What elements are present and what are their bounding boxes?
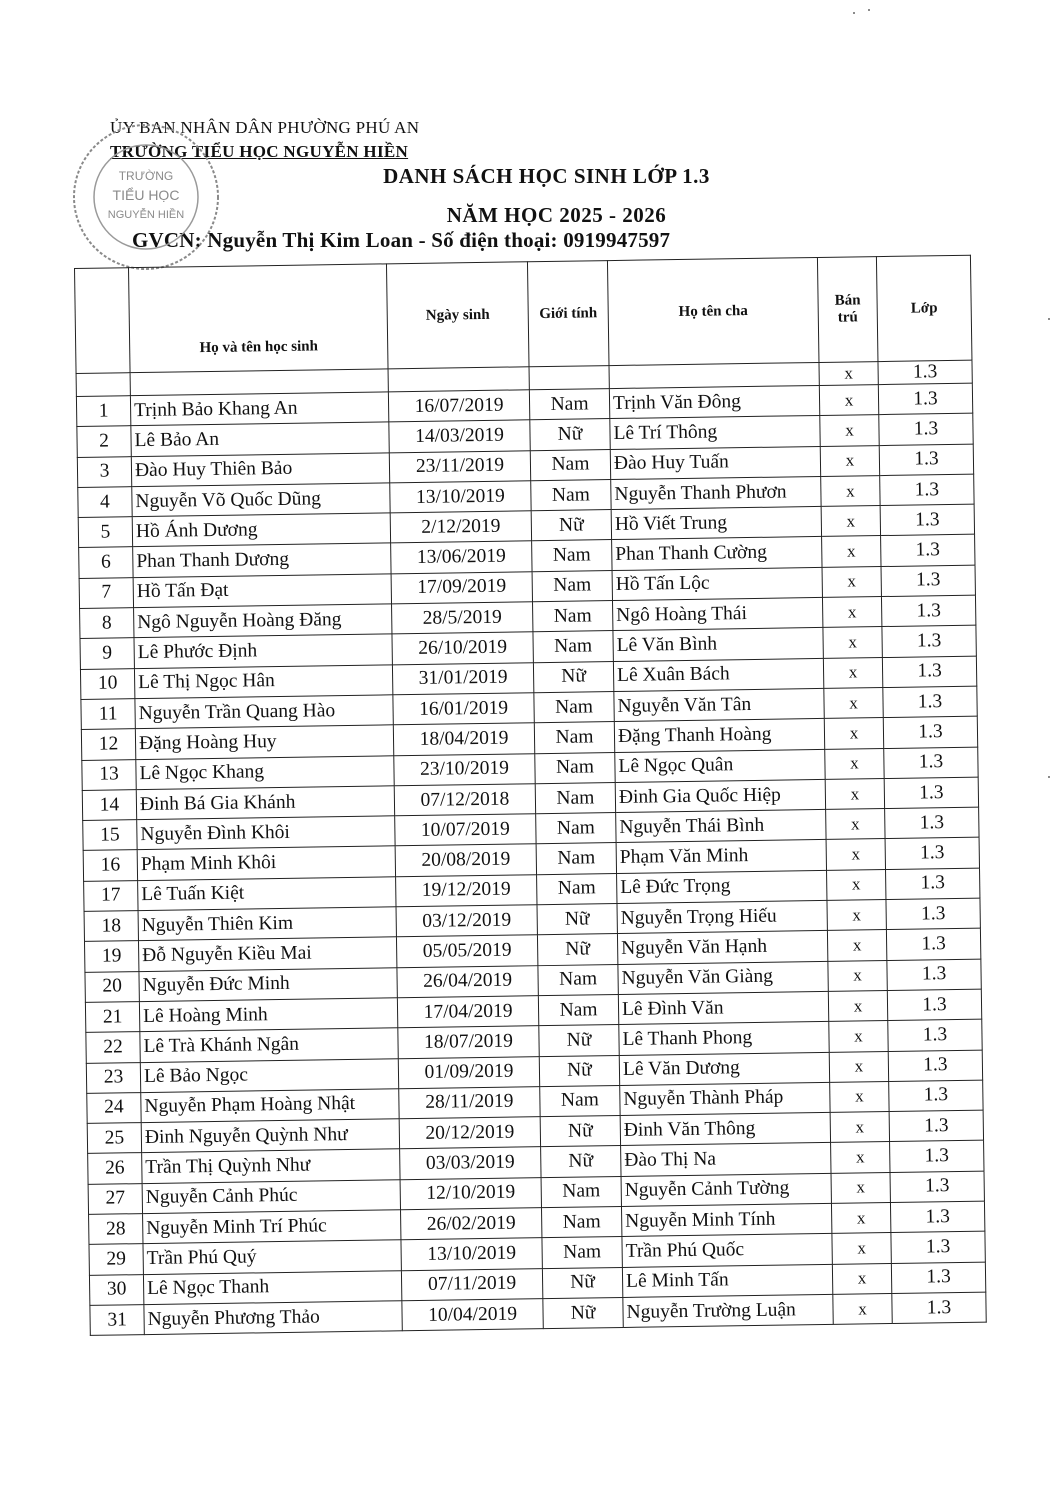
cell-stt: 3 xyxy=(77,456,131,487)
cell-father: Nguyễn Thành Pháp xyxy=(620,1082,830,1115)
header-stt xyxy=(75,268,131,374)
cell-father: Lê Văn Dương xyxy=(619,1052,829,1085)
cell-name: Nguyễn Cảnh Phúc xyxy=(142,1179,400,1213)
cell-class: 1.3 xyxy=(891,1231,985,1263)
cell-gender: Nam xyxy=(531,479,611,510)
cell-name: Nguyễn Đình Khôi xyxy=(137,816,395,850)
cell-class: 1.3 xyxy=(880,504,974,536)
cell-class: 1.3 xyxy=(878,383,972,415)
cell-stt: 23 xyxy=(86,1062,140,1093)
cell-name: Đào Huy Thiên Bảo xyxy=(131,452,389,486)
cell-father: Lê Văn Bình xyxy=(613,628,823,661)
cell-gender: Nam xyxy=(533,601,613,632)
cell-dob: 28/11/2019 xyxy=(399,1087,540,1119)
cell-stt: 21 xyxy=(85,1002,139,1033)
cell-name: Trần Phú Quý xyxy=(143,1240,401,1274)
cell-boarding: x xyxy=(820,415,879,446)
cell-stt: 24 xyxy=(87,1092,141,1123)
cell-boarding: x xyxy=(828,960,887,991)
cell-gender: Nữ xyxy=(541,1146,621,1177)
cell-stt: 15 xyxy=(83,820,137,851)
cell-name: Lê Tuấn Kiệt xyxy=(138,877,396,911)
cell-stt: 6 xyxy=(79,547,133,578)
cell-boarding: x xyxy=(824,718,883,749)
cell-dob: 19/12/2019 xyxy=(396,874,537,906)
cell-stt: 26 xyxy=(88,1153,142,1184)
cell-name: Lê Phước Định xyxy=(134,634,392,668)
header-boarding-line2: trú xyxy=(837,309,858,326)
cell-gender: Nam xyxy=(542,1237,622,1268)
cell-father: Lê Đức Trọng xyxy=(617,870,827,903)
cell-father: Nguyễn Văn Giàng xyxy=(618,961,828,994)
cell-gender: Nam xyxy=(530,449,610,480)
cell-stt: 1 xyxy=(76,396,130,427)
cell-dob: 05/05/2019 xyxy=(396,935,537,967)
cell-gender: Nam xyxy=(541,1206,621,1237)
cell-boarding: x xyxy=(832,1233,891,1264)
cell-class: 1.3 xyxy=(889,1110,983,1142)
cell-dob: 13/10/2019 xyxy=(401,1238,542,1270)
cell-gender: Nam xyxy=(535,782,615,813)
cell-class: 1.3 xyxy=(886,898,980,930)
cell-class: 1.3 xyxy=(881,535,975,567)
lead-dob xyxy=(388,367,529,392)
scan-speck xyxy=(853,12,855,14)
cell-class: 1.3 xyxy=(888,1019,982,1051)
cell-boarding: x xyxy=(831,1172,890,1203)
cell-dob: 07/11/2019 xyxy=(401,1268,542,1300)
cell-gender: Nam xyxy=(532,540,612,571)
table-header-row xyxy=(75,255,972,373)
cell-class: 1.3 xyxy=(879,444,973,476)
cell-name: Đỗ Nguyễn Kiều Mai xyxy=(138,937,396,971)
cell-class: 1.3 xyxy=(881,595,975,627)
cell-gender: Nam xyxy=(534,692,614,723)
cell-class: 1.3 xyxy=(885,838,979,870)
scan-speck xyxy=(1048,318,1050,320)
cell-gender: Nam xyxy=(538,964,618,995)
cell-name: Hồ Tấn Đạt xyxy=(133,574,391,608)
cell-dob: 03/12/2019 xyxy=(396,905,537,937)
cell-stt: 11 xyxy=(81,699,135,730)
cell-name: Lê Ngọc Thanh xyxy=(143,1270,401,1304)
cell-father: Nguyễn Trường Luận xyxy=(623,1294,833,1327)
cell-dob: 17/09/2019 xyxy=(391,572,532,604)
cell-father: Trần Phú Quốc xyxy=(622,1234,832,1267)
cell-father: Nguyễn Thanh Phươn xyxy=(611,476,821,509)
cell-father: Nguyễn Minh Tính xyxy=(621,1203,831,1236)
cell-class: 1.3 xyxy=(883,686,977,718)
cell-boarding: x xyxy=(823,627,882,658)
cell-dob: 26/02/2019 xyxy=(401,1208,542,1240)
cell-name: Phạm Minh Khôi xyxy=(137,846,395,880)
cell-boarding: x xyxy=(821,475,880,506)
school-year: NĂM HỌC 2025 - 2026 xyxy=(446,203,667,227)
cell-name: Trịnh Bảo Khang An xyxy=(130,392,388,426)
cell-stt: 18 xyxy=(84,911,138,942)
cell-dob: 16/07/2019 xyxy=(388,390,529,422)
cell-father: Đinh Gia Quốc Hiệp xyxy=(615,779,825,812)
cell-name: Đinh Bá Gia Khánh xyxy=(136,786,394,820)
cell-gender: Nữ xyxy=(540,1116,620,1147)
cell-dob: 20/12/2019 xyxy=(399,1117,540,1149)
cell-gender: Nam xyxy=(536,843,616,874)
cell-class: 1.3 xyxy=(884,747,978,779)
cell-boarding: x xyxy=(832,1263,891,1294)
cell-stt: 20 xyxy=(85,971,139,1002)
cell-stt: 12 xyxy=(81,729,135,760)
cell-father: Nguyễn Văn Tân xyxy=(614,688,824,721)
cell-stt: 31 xyxy=(90,1304,144,1335)
header-dob: Ngày sinh xyxy=(386,262,529,369)
lead-father xyxy=(609,362,819,388)
cell-class: 1.3 xyxy=(886,928,980,960)
cell-dob: 28/5/2019 xyxy=(392,602,533,634)
cell-boarding: x xyxy=(828,990,887,1021)
cell-boarding: x xyxy=(829,1051,888,1082)
cell-father: Trịnh Văn Đông xyxy=(609,385,819,418)
cell-stt: 8 xyxy=(80,608,134,639)
cell-gender: Nam xyxy=(540,1085,620,1116)
cell-gender: Nữ xyxy=(543,1297,623,1328)
cell-stt: 4 xyxy=(78,487,132,518)
cell-gender: Nữ xyxy=(531,510,611,541)
cell-class: 1.3 xyxy=(885,807,979,839)
cell-gender: Nam xyxy=(535,752,615,783)
cell-stt: 14 xyxy=(82,789,136,820)
seal-text-line2: TIỂU HỌC xyxy=(112,187,180,203)
cell-father: Nguyễn Cảnh Tường xyxy=(621,1173,831,1206)
cell-dob: 12/10/2019 xyxy=(400,1177,541,1209)
cell-boarding: x xyxy=(827,900,886,931)
cell-boarding: x xyxy=(826,839,885,870)
cell-class: 1.3 xyxy=(883,716,977,748)
cell-class: 1.3 xyxy=(888,1050,982,1082)
cell-gender: Nữ xyxy=(537,934,617,965)
cell-class: 1.3 xyxy=(889,1080,983,1112)
cell-boarding: x xyxy=(819,385,878,416)
cell-boarding: x xyxy=(824,688,883,719)
cell-dob: 13/10/2019 xyxy=(390,481,531,513)
cell-boarding: x xyxy=(827,869,886,900)
cell-name: Lê Hoàng Minh xyxy=(139,998,397,1032)
cell-boarding: x xyxy=(822,597,881,628)
lead-boarding: x xyxy=(819,362,878,386)
cell-boarding: x xyxy=(823,657,882,688)
cell-father: Đặng Thanh Hoàng xyxy=(614,719,824,752)
cell-name: Lê Thị Ngọc Hân xyxy=(134,664,392,698)
cell-name: Đinh Nguyễn Quỳnh Như xyxy=(141,1119,399,1153)
cell-stt: 22 xyxy=(86,1032,140,1063)
lead-class: 1.3 xyxy=(878,360,972,384)
cell-class: 1.3 xyxy=(882,626,976,658)
cell-gender: Nam xyxy=(538,994,618,1025)
cell-father: Nguyễn Văn Hạnh xyxy=(617,931,827,964)
cell-stt: 29 xyxy=(89,1244,143,1275)
cell-class: 1.3 xyxy=(892,1292,986,1324)
cell-dob: 01/09/2019 xyxy=(398,1056,539,1088)
cell-father: Lê Trí Thông xyxy=(610,416,820,449)
cell-stt: 28 xyxy=(89,1214,143,1245)
cell-dob: 26/10/2019 xyxy=(392,632,533,664)
cell-boarding: x xyxy=(820,445,879,476)
cell-name: Đặng Hoàng Huy xyxy=(135,725,393,759)
cell-father: Lê Minh Tấn xyxy=(622,1264,832,1297)
scan-speck xyxy=(1048,776,1050,778)
cell-name: Nguyễn Trần Quang Hào xyxy=(135,695,393,729)
cell-name: Nguyễn Phạm Hoàng Nhật xyxy=(141,1089,399,1123)
cell-stt: 17 xyxy=(84,880,138,911)
cell-name: Lê Bảo Ngọc xyxy=(140,1058,398,1092)
cell-dob: 07/12/2018 xyxy=(394,784,535,816)
lead-stt xyxy=(76,373,130,397)
cell-father: Lê Ngọc Quân xyxy=(615,749,825,782)
cell-name: Lê Trà Khánh Ngân xyxy=(140,1028,398,1062)
cell-dob: 18/04/2019 xyxy=(393,723,534,755)
header-boarding xyxy=(817,257,878,363)
cell-dob: 20/08/2019 xyxy=(395,844,536,876)
cell-stt: 19 xyxy=(84,941,138,972)
cell-stt: 10 xyxy=(80,668,134,699)
cell-boarding: x xyxy=(825,778,884,809)
cell-boarding: x xyxy=(830,1112,889,1143)
cell-boarding: x xyxy=(821,506,880,537)
cell-boarding: x xyxy=(822,566,881,597)
cell-name: Nguyễn Đức Minh xyxy=(139,967,397,1001)
cell-gender: Nam xyxy=(529,389,609,420)
cell-father: Nguyễn Trọng Hiếu xyxy=(617,900,827,933)
cell-father: Lê Xuân Bách xyxy=(613,658,823,691)
cell-class: 1.3 xyxy=(880,474,974,506)
cell-class: 1.3 xyxy=(890,1141,984,1173)
cell-boarding: x xyxy=(831,1203,890,1234)
cell-father: Đào Thị Na xyxy=(621,1143,831,1176)
cell-father: Nguyễn Thái Bình xyxy=(616,810,826,843)
cell-stt: 13 xyxy=(82,759,136,790)
cell-dob: 18/07/2019 xyxy=(398,1026,539,1058)
lead-gender xyxy=(529,366,609,390)
cell-father: Hồ Viết Trung xyxy=(611,507,821,540)
seal-text-line1: TRƯỜNG xyxy=(118,169,174,183)
cell-gender: Nữ xyxy=(539,1055,619,1086)
cell-dob: 23/10/2019 xyxy=(394,753,535,785)
cell-father: Đào Huy Tuấn xyxy=(610,446,820,479)
cell-class: 1.3 xyxy=(890,1201,984,1233)
header-class: Lớp xyxy=(876,255,972,361)
school-name: TRƯỜNG TIỂU HỌC NGUYỄN HIỀN xyxy=(110,142,409,161)
cell-boarding: x xyxy=(822,536,881,567)
cell-dob: 31/01/2019 xyxy=(392,662,533,694)
cell-name: Nguyễn Minh Trí Phúc xyxy=(143,1210,401,1244)
cell-dob: 13/06/2019 xyxy=(391,541,532,573)
cell-boarding: x xyxy=(830,1081,889,1112)
cell-dob: 10/04/2019 xyxy=(402,1299,543,1331)
cell-class: 1.3 xyxy=(890,1171,984,1203)
cell-class: 1.3 xyxy=(891,1262,985,1294)
cell-father: Phạm Văn Minh xyxy=(616,840,826,873)
cell-gender: Nam xyxy=(541,1176,621,1207)
cell-stt: 7 xyxy=(79,577,133,608)
cell-father: Đinh Văn Thông xyxy=(620,1113,830,1146)
cell-father: Phan Thanh Cường xyxy=(612,537,822,570)
student-roster-table xyxy=(74,255,987,1336)
cell-name: Nguyễn Thiên Kim xyxy=(138,907,396,941)
cell-gender: Nữ xyxy=(539,1025,619,1056)
header-father-name: Họ tên cha xyxy=(607,257,819,365)
school-seal-icon xyxy=(66,118,226,276)
cell-gender: Nam xyxy=(533,631,613,662)
cell-class: 1.3 xyxy=(884,777,978,809)
cell-gender: Nam xyxy=(536,813,616,844)
cell-boarding: x xyxy=(827,930,886,961)
cell-class: 1.3 xyxy=(879,413,973,445)
cell-dob: 17/04/2019 xyxy=(397,996,538,1028)
cell-class: 1.3 xyxy=(886,868,980,900)
cell-father: Lê Đình Văn xyxy=(618,991,828,1024)
document-title: DANH SÁCH HỌC SINH LỚP 1.3 xyxy=(383,164,710,188)
cell-gender: Nam xyxy=(537,873,617,904)
cell-dob: 2/12/2019 xyxy=(390,511,531,543)
cell-class: 1.3 xyxy=(881,565,975,597)
teacher-info: GVCN: Nguyễn Thị Kim Loan - Số điện thoại: 0919947597 xyxy=(132,228,671,252)
cell-class: 1.3 xyxy=(887,959,981,991)
cell-name: Trần Thị Quỳnh Như xyxy=(142,1149,400,1183)
cell-dob: 10/07/2019 xyxy=(395,814,536,846)
header-boarding-line1: Bán xyxy=(834,292,861,309)
cell-father: Ngô Hoàng Thái xyxy=(612,598,822,631)
cell-dob: 14/03/2019 xyxy=(389,420,530,452)
cell-stt: 27 xyxy=(88,1183,142,1214)
cell-name: Lê Bảo An xyxy=(131,422,389,456)
cell-name: Lê Ngọc Khang xyxy=(136,755,394,789)
cell-boarding: x xyxy=(833,1293,892,1324)
cell-dob: 26/04/2019 xyxy=(397,965,538,997)
cell-father: Lê Thanh Phong xyxy=(619,1022,829,1055)
cell-gender: Nam xyxy=(534,722,614,753)
cell-name: Hồ Ánh Dương xyxy=(132,513,390,547)
cell-class: 1.3 xyxy=(882,656,976,688)
cell-class: 1.3 xyxy=(887,989,981,1021)
cell-gender: Nữ xyxy=(533,661,613,692)
cell-boarding: x xyxy=(825,748,884,779)
cell-name: Nguyễn Phương Thảo xyxy=(144,1301,402,1335)
cell-gender: Nữ xyxy=(537,904,617,935)
cell-gender: Nữ xyxy=(530,419,610,450)
header-student-name: Họ và tên học sinh xyxy=(129,264,389,373)
cell-name: Phan Thanh Dương xyxy=(133,543,391,577)
cell-name: Ngô Nguyễn Hoàng Đăng xyxy=(134,604,392,638)
cell-stt: 25 xyxy=(87,1123,141,1154)
cell-name: Nguyễn Võ Quốc Dũng xyxy=(132,483,390,517)
cell-boarding: x xyxy=(831,1142,890,1173)
cell-boarding: x xyxy=(829,1021,888,1052)
cell-gender: Nam xyxy=(532,570,612,601)
cell-father: Hồ Tấn Lộc xyxy=(612,567,822,600)
cell-stt: 5 xyxy=(78,517,132,548)
cell-stt: 16 xyxy=(83,850,137,881)
cell-dob: 23/11/2019 xyxy=(389,450,530,482)
cell-boarding: x xyxy=(826,809,885,840)
scan-speck xyxy=(868,9,870,11)
cell-stt: 2 xyxy=(77,426,131,457)
header-gender: Giới tính xyxy=(527,261,609,367)
cell-gender: Nữ xyxy=(542,1267,622,1298)
cell-stt: 9 xyxy=(80,638,134,669)
cell-dob: 16/01/2019 xyxy=(393,693,534,725)
cell-dob: 03/03/2019 xyxy=(400,1147,541,1179)
committee-name: ỦY BAN NHÂN DÂN PHƯỜNG PHÚ AN xyxy=(110,118,420,137)
cell-stt: 30 xyxy=(89,1274,143,1305)
seal-text-line3: NGUYỄN HIỀN xyxy=(107,209,185,221)
